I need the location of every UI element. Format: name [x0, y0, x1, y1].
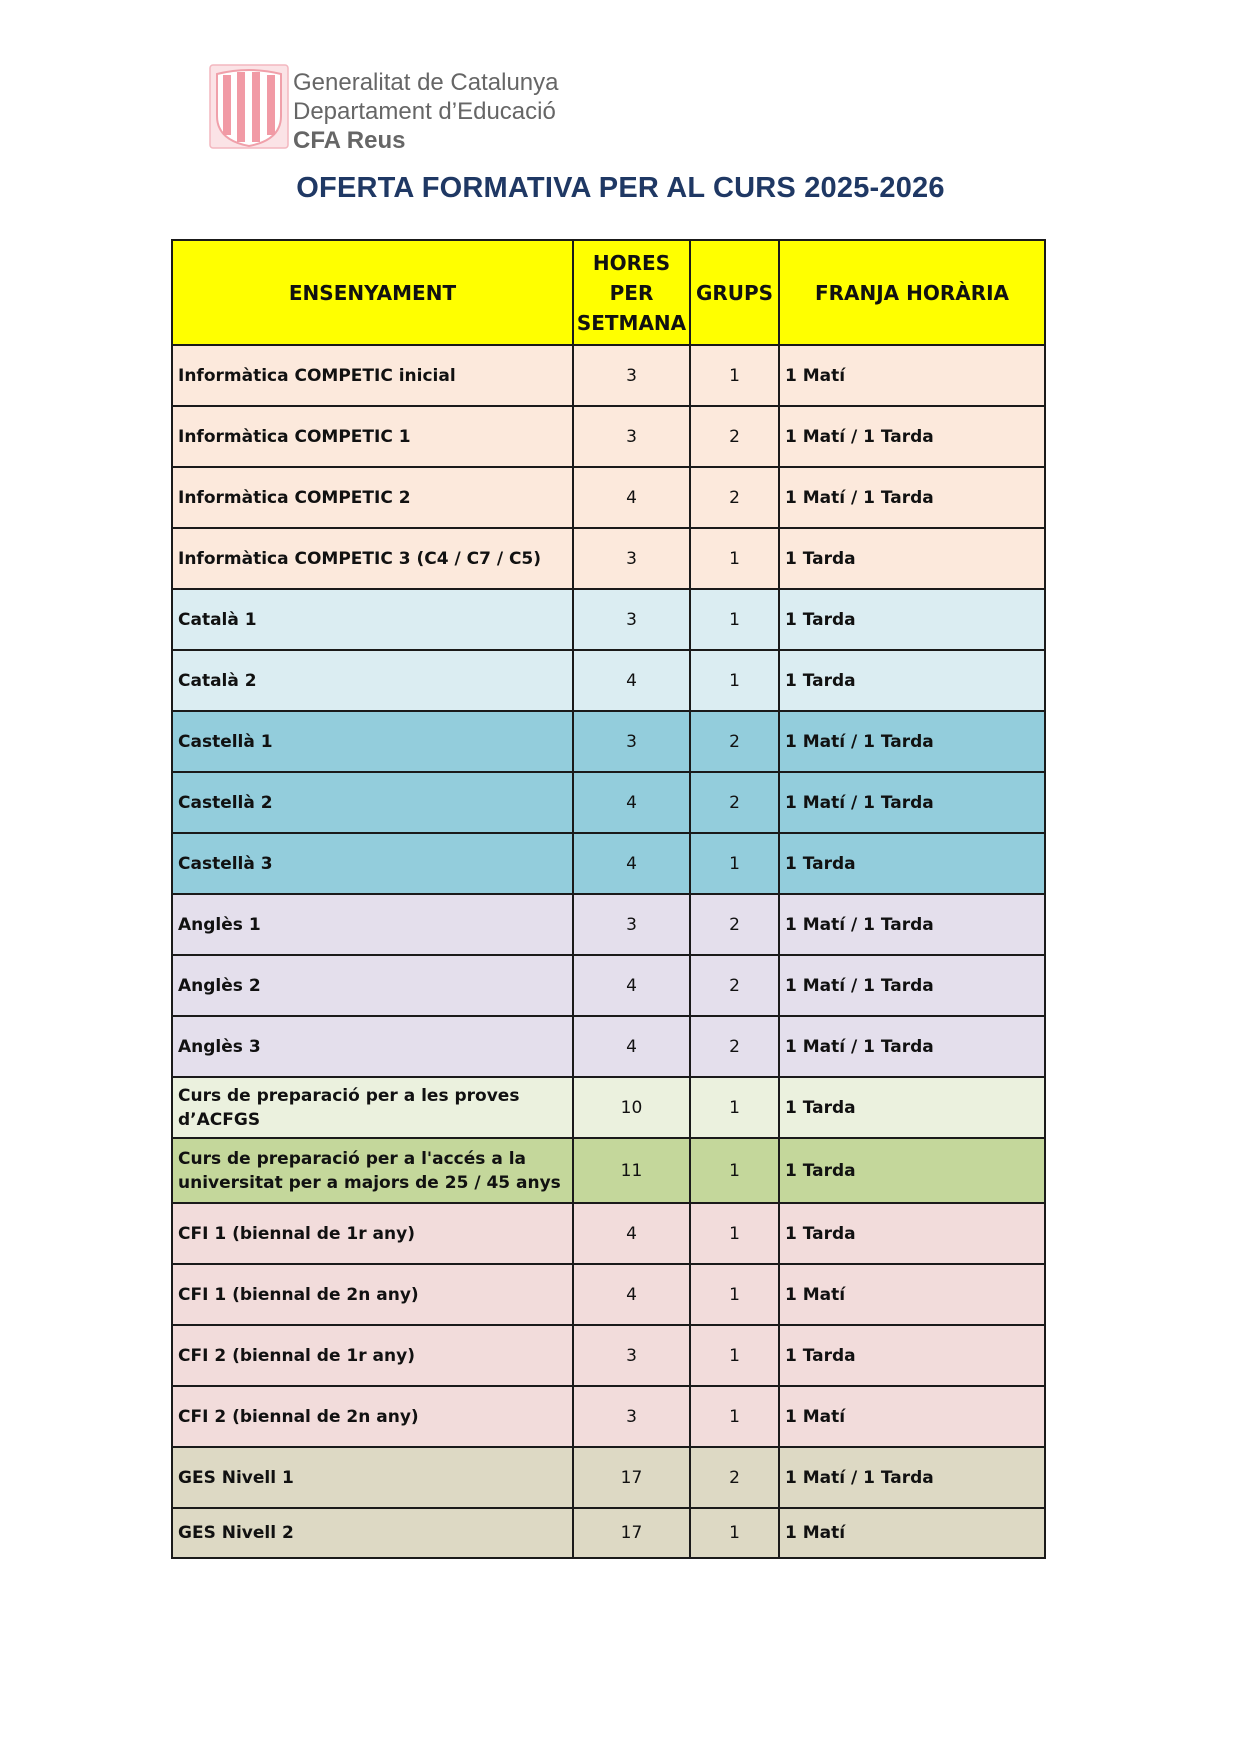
cell-grups: 1 — [690, 589, 779, 650]
logo-line-departament: Departament d’Educació — [293, 98, 556, 125]
table-row — [172, 711, 1045, 772]
table-row — [172, 1447, 1045, 1508]
cell-franja: 1 Matí — [779, 1386, 1045, 1447]
cell-ensenyament: Informàtica COMPETIC 3 (C4 / C7 / C5) — [172, 528, 573, 589]
cell-ensenyament: Anglès 2 — [172, 955, 573, 1016]
header-grups: GRUPS — [690, 240, 779, 345]
cell-grups: 2 — [690, 955, 779, 1016]
cell-grups: 2 — [690, 467, 779, 528]
header-ensenyament: ENSENYAMENT — [172, 240, 573, 345]
table-row — [172, 772, 1045, 833]
cell-franja: 1 Tarda — [779, 528, 1045, 589]
cell-hores: 3 — [573, 894, 690, 955]
table-row — [172, 955, 1045, 1016]
cell-hores: 4 — [573, 1203, 690, 1264]
cell-franja: 1 Matí / 1 Tarda — [779, 1447, 1045, 1508]
cell-franja: 1 Matí / 1 Tarda — [779, 406, 1045, 467]
cell-ensenyament: Català 1 — [172, 589, 573, 650]
cell-hores: 17 — [573, 1508, 690, 1558]
cell-franja: 1 Matí — [779, 1264, 1045, 1325]
cell-grups: 1 — [690, 833, 779, 894]
cell-hores: 3 — [573, 1386, 690, 1447]
cell-franja: 1 Tarda — [779, 1138, 1045, 1203]
cell-grups: 2 — [690, 1016, 779, 1077]
cell-ensenyament: Anglès 3 — [172, 1016, 573, 1077]
cell-franja: 1 Matí / 1 Tarda — [779, 467, 1045, 528]
cell-grups: 1 — [690, 1138, 779, 1203]
cell-ensenyament: Curs de preparació per a les proves d’ACFGS — [172, 1077, 573, 1138]
cell-grups: 2 — [690, 711, 779, 772]
cell-franja: 1 Matí / 1 Tarda — [779, 711, 1045, 772]
cell-ensenyament: Català 2 — [172, 650, 573, 711]
cell-hores: 3 — [573, 1325, 690, 1386]
cell-grups: 1 — [690, 345, 779, 406]
table-row — [172, 1386, 1045, 1447]
cell-grups: 1 — [690, 528, 779, 589]
cell-hores: 4 — [573, 1016, 690, 1077]
table-row — [172, 467, 1045, 528]
course-offer-table — [171, 239, 1046, 1559]
cell-franja: 1 Tarda — [779, 589, 1045, 650]
cell-franja: 1 Tarda — [779, 1325, 1045, 1386]
cell-ensenyament: CFI 2 (biennal de 1r any) — [172, 1325, 573, 1386]
cell-franja: 1 Tarda — [779, 1203, 1045, 1264]
cell-franja: 1 Matí / 1 Tarda — [779, 955, 1045, 1016]
table-row — [172, 650, 1045, 711]
cell-ensenyament: Informàtica COMPETIC 1 — [172, 406, 573, 467]
cell-ensenyament: GES Nivell 1 — [172, 1447, 573, 1508]
table-row — [172, 406, 1045, 467]
cell-ensenyament: Curs de preparació per a l'accés a la universitat per a majors de 25 / 45 anys — [172, 1138, 573, 1203]
cell-grups: 1 — [690, 1386, 779, 1447]
cell-hores: 4 — [573, 833, 690, 894]
logo — [209, 61, 589, 153]
cell-franja: 1 Tarda — [779, 1077, 1045, 1138]
table-row — [172, 1264, 1045, 1325]
cell-hores: 3 — [573, 406, 690, 467]
cell-ensenyament: CFI 2 (biennal de 2n any) — [172, 1386, 573, 1447]
cell-franja: 1 Matí / 1 Tarda — [779, 894, 1045, 955]
header-hores-line3: SETMANA — [576, 310, 687, 335]
cell-ensenyament: Castellà 2 — [172, 772, 573, 833]
cell-franja: 1 Tarda — [779, 650, 1045, 711]
table-row — [172, 833, 1045, 894]
page-title: OFERTA FORMATIVA PER AL CURS 2025-2026 — [296, 172, 945, 204]
cell-hores: 11 — [573, 1138, 690, 1203]
cell-grups: 2 — [690, 1447, 779, 1508]
header-hores-line2: PER — [609, 280, 654, 305]
logo-line-generalitat: Generalitat de Catalunya — [293, 69, 559, 96]
cell-ensenyament: Castellà 1 — [172, 711, 573, 772]
cell-franja: 1 Matí / 1 Tarda — [779, 772, 1045, 833]
logo-line-cfa: CFA Reus — [293, 127, 406, 154]
table-row — [172, 1138, 1045, 1203]
cell-hores: 3 — [573, 528, 690, 589]
cell-hores: 4 — [573, 467, 690, 528]
logo-text — [293, 68, 559, 155]
table-row — [172, 1203, 1045, 1264]
cell-grups: 1 — [690, 1264, 779, 1325]
cell-hores: 3 — [573, 345, 690, 406]
cell-hores: 4 — [573, 955, 690, 1016]
cell-grups: 1 — [690, 1203, 779, 1264]
cell-franja: 1 Matí — [779, 1508, 1045, 1558]
cell-ensenyament: Anglès 1 — [172, 894, 573, 955]
table-row — [172, 589, 1045, 650]
cell-franja: 1 Matí — [779, 345, 1045, 406]
cell-hores: 4 — [573, 1264, 690, 1325]
header-hores-line1: HORES — [592, 250, 671, 275]
cell-hores: 4 — [573, 772, 690, 833]
cell-grups: 2 — [690, 894, 779, 955]
cell-ensenyament: CFI 1 (biennal de 1r any) — [172, 1203, 573, 1264]
table-row — [172, 1016, 1045, 1077]
cell-franja: 1 Tarda — [779, 833, 1045, 894]
cell-hores: 4 — [573, 650, 690, 711]
cell-grups: 1 — [690, 1077, 779, 1138]
cell-grups: 1 — [690, 1508, 779, 1558]
cell-grups: 1 — [690, 650, 779, 711]
cell-hores: 17 — [573, 1447, 690, 1508]
cell-ensenyament: Informàtica COMPETIC 2 — [172, 467, 573, 528]
table-header-row — [172, 240, 1045, 345]
table-row — [172, 528, 1045, 589]
cell-ensenyament: GES Nivell 2 — [172, 1508, 573, 1558]
cell-grups: 2 — [690, 406, 779, 467]
header-hores-per-setmana — [573, 240, 690, 345]
table-row — [172, 894, 1045, 955]
cell-hores: 3 — [573, 589, 690, 650]
table-row — [172, 345, 1045, 406]
header-franja-horaria: FRANJA HORÀRIA — [779, 240, 1045, 345]
cell-grups: 1 — [690, 1325, 779, 1386]
cell-hores: 10 — [573, 1077, 690, 1138]
table-row — [172, 1508, 1045, 1558]
cell-ensenyament: CFI 1 (biennal de 2n any) — [172, 1264, 573, 1325]
cell-hores: 3 — [573, 711, 690, 772]
cell-grups: 2 — [690, 772, 779, 833]
table-row — [172, 1077, 1045, 1138]
table-row — [172, 1325, 1045, 1386]
generalitat-emblem-icon — [209, 64, 289, 149]
cell-ensenyament: Castellà 3 — [172, 833, 573, 894]
cell-franja: 1 Matí / 1 Tarda — [779, 1016, 1045, 1077]
cell-ensenyament: Informàtica COMPETIC inicial — [172, 345, 573, 406]
